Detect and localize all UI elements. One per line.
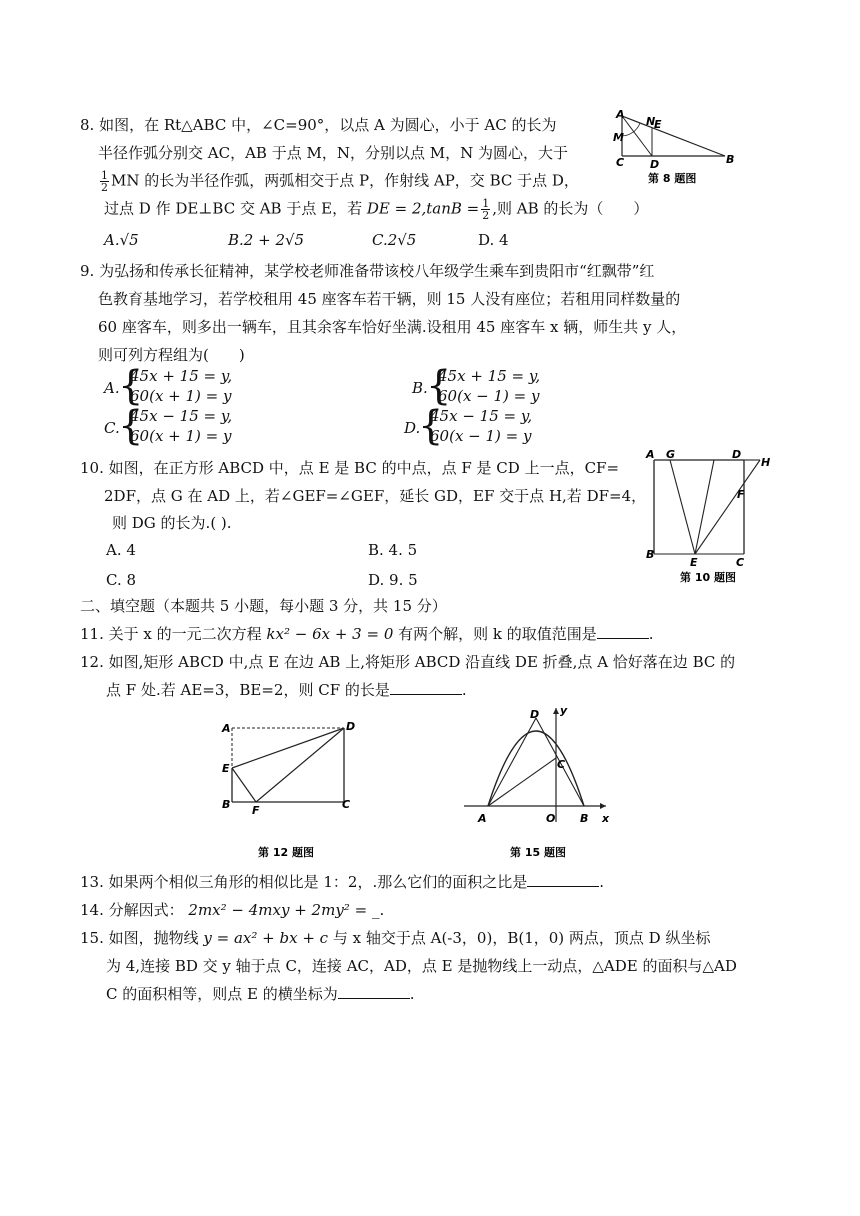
q8-fig-arc [622, 123, 640, 136]
q8-option-c: C.2√5 [372, 231, 417, 249]
q9-line1: 9. 为弘扬和传承长征精神，某学校老师准备带该校八年级学生乘车到贵阳市“红飘带”红 [80, 262, 655, 280]
q12-fig-label-c: C [342, 798, 351, 811]
q9-line4: 则可列方程组为( ) [98, 346, 245, 364]
q15-fig-label-c: C [557, 758, 566, 771]
q10-option-a: A. 4 [106, 541, 136, 559]
q15-fig-caption: 第 15 题图 [510, 846, 566, 859]
q8-option-d: D. 4 [478, 231, 509, 249]
q10-fig-label-h: H [761, 456, 771, 469]
q15-fig-label-d: D [530, 708, 540, 721]
q11-answer-blank[interactable] [597, 624, 649, 639]
q15-fig-label-a: A [478, 812, 487, 825]
q12-figure [216, 714, 366, 864]
q10-option-c: C. 8 [106, 571, 137, 589]
q8-fig-label-n: N [646, 115, 656, 128]
q12-fig-caption: 第 12 题图 [258, 846, 314, 859]
q10-fig-label-c: C [736, 556, 745, 569]
q8-line4: 过点 D 作 DE⊥BC 交 AB 于点 E，若 DE = 2,tanB = $\frac{1}{2}$ ,则 AB 的长为（ ） [104, 197, 649, 222]
q10-fig-caption: 第 10 题图 [680, 571, 736, 584]
q8-half-fraction: $\frac{1}{2}$ [101, 169, 108, 194]
q12-fig-label-e: E [222, 762, 230, 775]
q8-fig-label-m: M [613, 131, 624, 144]
section-2-heading: 二、填空题（本题共 5 小题，每小题 3 分，共 15 分） [80, 597, 447, 615]
q10-figure [640, 446, 780, 586]
q8-line3 [98, 170, 579, 193]
q12-fig-label-a: A [222, 722, 231, 735]
q10-fig-label-g: G [666, 448, 676, 461]
q8-option-a: A.√5 [104, 231, 139, 249]
q12-line2: 点 F 处.若 AE=3，BE=2，则 CF 的长是 . [106, 681, 467, 699]
q8-tan-fraction: $\frac{1}{2}$ [482, 197, 490, 222]
q15-figure [460, 702, 620, 864]
q12-line1: 12. 如图,矩形 ABCD 中,点 E 在边 AB 上,将矩形 ABCD 沿直线 DE 折叠,点 A 恰好落在边 BC 的 [80, 653, 736, 671]
q15-fig-label-b: B [580, 812, 589, 825]
q9-option-c: C. { 45x − 15 = y, 60(x + 1) = y [104, 403, 233, 449]
q8-fig-label-a: A [616, 108, 625, 121]
q15-parabola-equation: y = ax² + bx + c [203, 929, 329, 947]
q10-fig-label-b: B [646, 548, 655, 561]
q12-fig-label-b: B [222, 798, 231, 811]
q15-line1: 15. 如图，抛物线 y = ax² + bx + c 与 x 轴交于点 A(-3，0)，B(1，0) 两点，顶点 D 纵坐标 [80, 929, 711, 947]
q15-line3: C 的面积相等，则点 E 的横坐标为 . [106, 985, 415, 1003]
q10-option-d: D. 9. 5 [368, 571, 418, 589]
q15-fig-label-y: y [560, 704, 568, 717]
q11-equation: kx² − 6x + 3 = 0 [266, 625, 394, 643]
q10-option-b: B. 4. 5 [368, 541, 418, 559]
q10-fig-label-d: D [732, 448, 742, 461]
q14-expression: 2mx² − 4mxy + 2my² = [188, 901, 368, 919]
q10-fig-label-e: E [690, 556, 698, 569]
q12-answer-blank[interactable] [390, 680, 462, 695]
q10-line3: 则 DG 的长为.( ). [112, 514, 232, 532]
q10-line2: 2DF，点 G 在 AD 上，若∠GEF=∠GEF，延长 GD，EF 交于点 H,若 DF=4， [104, 487, 647, 505]
q8-condition: DE = 2,tanB = [366, 199, 480, 218]
q12-fig-label-d: D [346, 720, 356, 733]
q8-fig-label-d: D [650, 158, 660, 171]
q9-option-a: A. { 45x + 15 = y, 60(x + 1) = y [104, 363, 233, 409]
q9-option-d: D. { 45x − 15 = y, 60(x − 1) = y [404, 403, 533, 449]
q15-line2: 为 4,连接 BD 交 y 轴于点 C，连接 AC，AD，点 E 是抛物线上一动点，△ADE 的面积与△AD [106, 957, 737, 975]
q10-fig-label-a: A [646, 448, 655, 461]
q8-line3-text: MN 的长为半径作弧，两弧相交于点 P，作射线 AP，交 BC 于点 D， [111, 171, 579, 190]
q9-line2: 色教育基地学习，若学校租用 45 座客车若干辆，则 15 人没有座位；若租用同样数量的 [98, 290, 681, 308]
q8-fig-label-c: C [616, 156, 625, 169]
q15-answer-blank[interactable] [338, 984, 410, 999]
q15-fig-label-x: x [602, 812, 610, 825]
q8-option-b: B.2 + 2√5 [228, 231, 305, 249]
q10-line1: 10. 如图，在正方形 ABCD 中，点 E 是 BC 的中点，点 F 是 CD 上一点，CF= [80, 459, 620, 477]
q9-line3: 60 座客车，则多出一辆车，且其余客车恰好坐满.设租用 45 座客车 x 辆，师生共 y 人， [98, 318, 687, 336]
q8-fig-label-b: B [726, 153, 735, 166]
q8-fig-label-e: E [654, 118, 662, 131]
q14: 14. 分解因式： 2mx² − 4mxy + 2my² = _. [80, 901, 385, 919]
q10-fig-label-f: F [737, 488, 745, 501]
q11: 11. 关于 x 的一元二次方程 kx² − 6x + 3 = 0 有两个解，则 k 的取值范围是 . [80, 625, 654, 643]
q13: 13. 如果两个相似三角形的相似比是 1：2，.那么它们的面积之比是 . [80, 873, 605, 891]
q8-fig-caption: 第 8 题图 [648, 172, 697, 185]
q8-figure [610, 108, 742, 188]
q9-option-b: B. { 45x + 15 = y, 60(x − 1) = y [412, 363, 541, 409]
q8-line1: 8. 如图，在 Rt△ABC 中，∠C=90°，以点 A 为圆心，小于 AC 的长为 [80, 116, 557, 134]
q8-line2: 半径作弧分别交 AC，AB 于点 M，N，分别以点 M，N 为圆心，大于 [98, 144, 568, 162]
q13-answer-blank[interactable] [527, 872, 599, 887]
q15-fig-label-o: O [546, 812, 556, 825]
q12-fig-label-f: F [252, 804, 260, 817]
